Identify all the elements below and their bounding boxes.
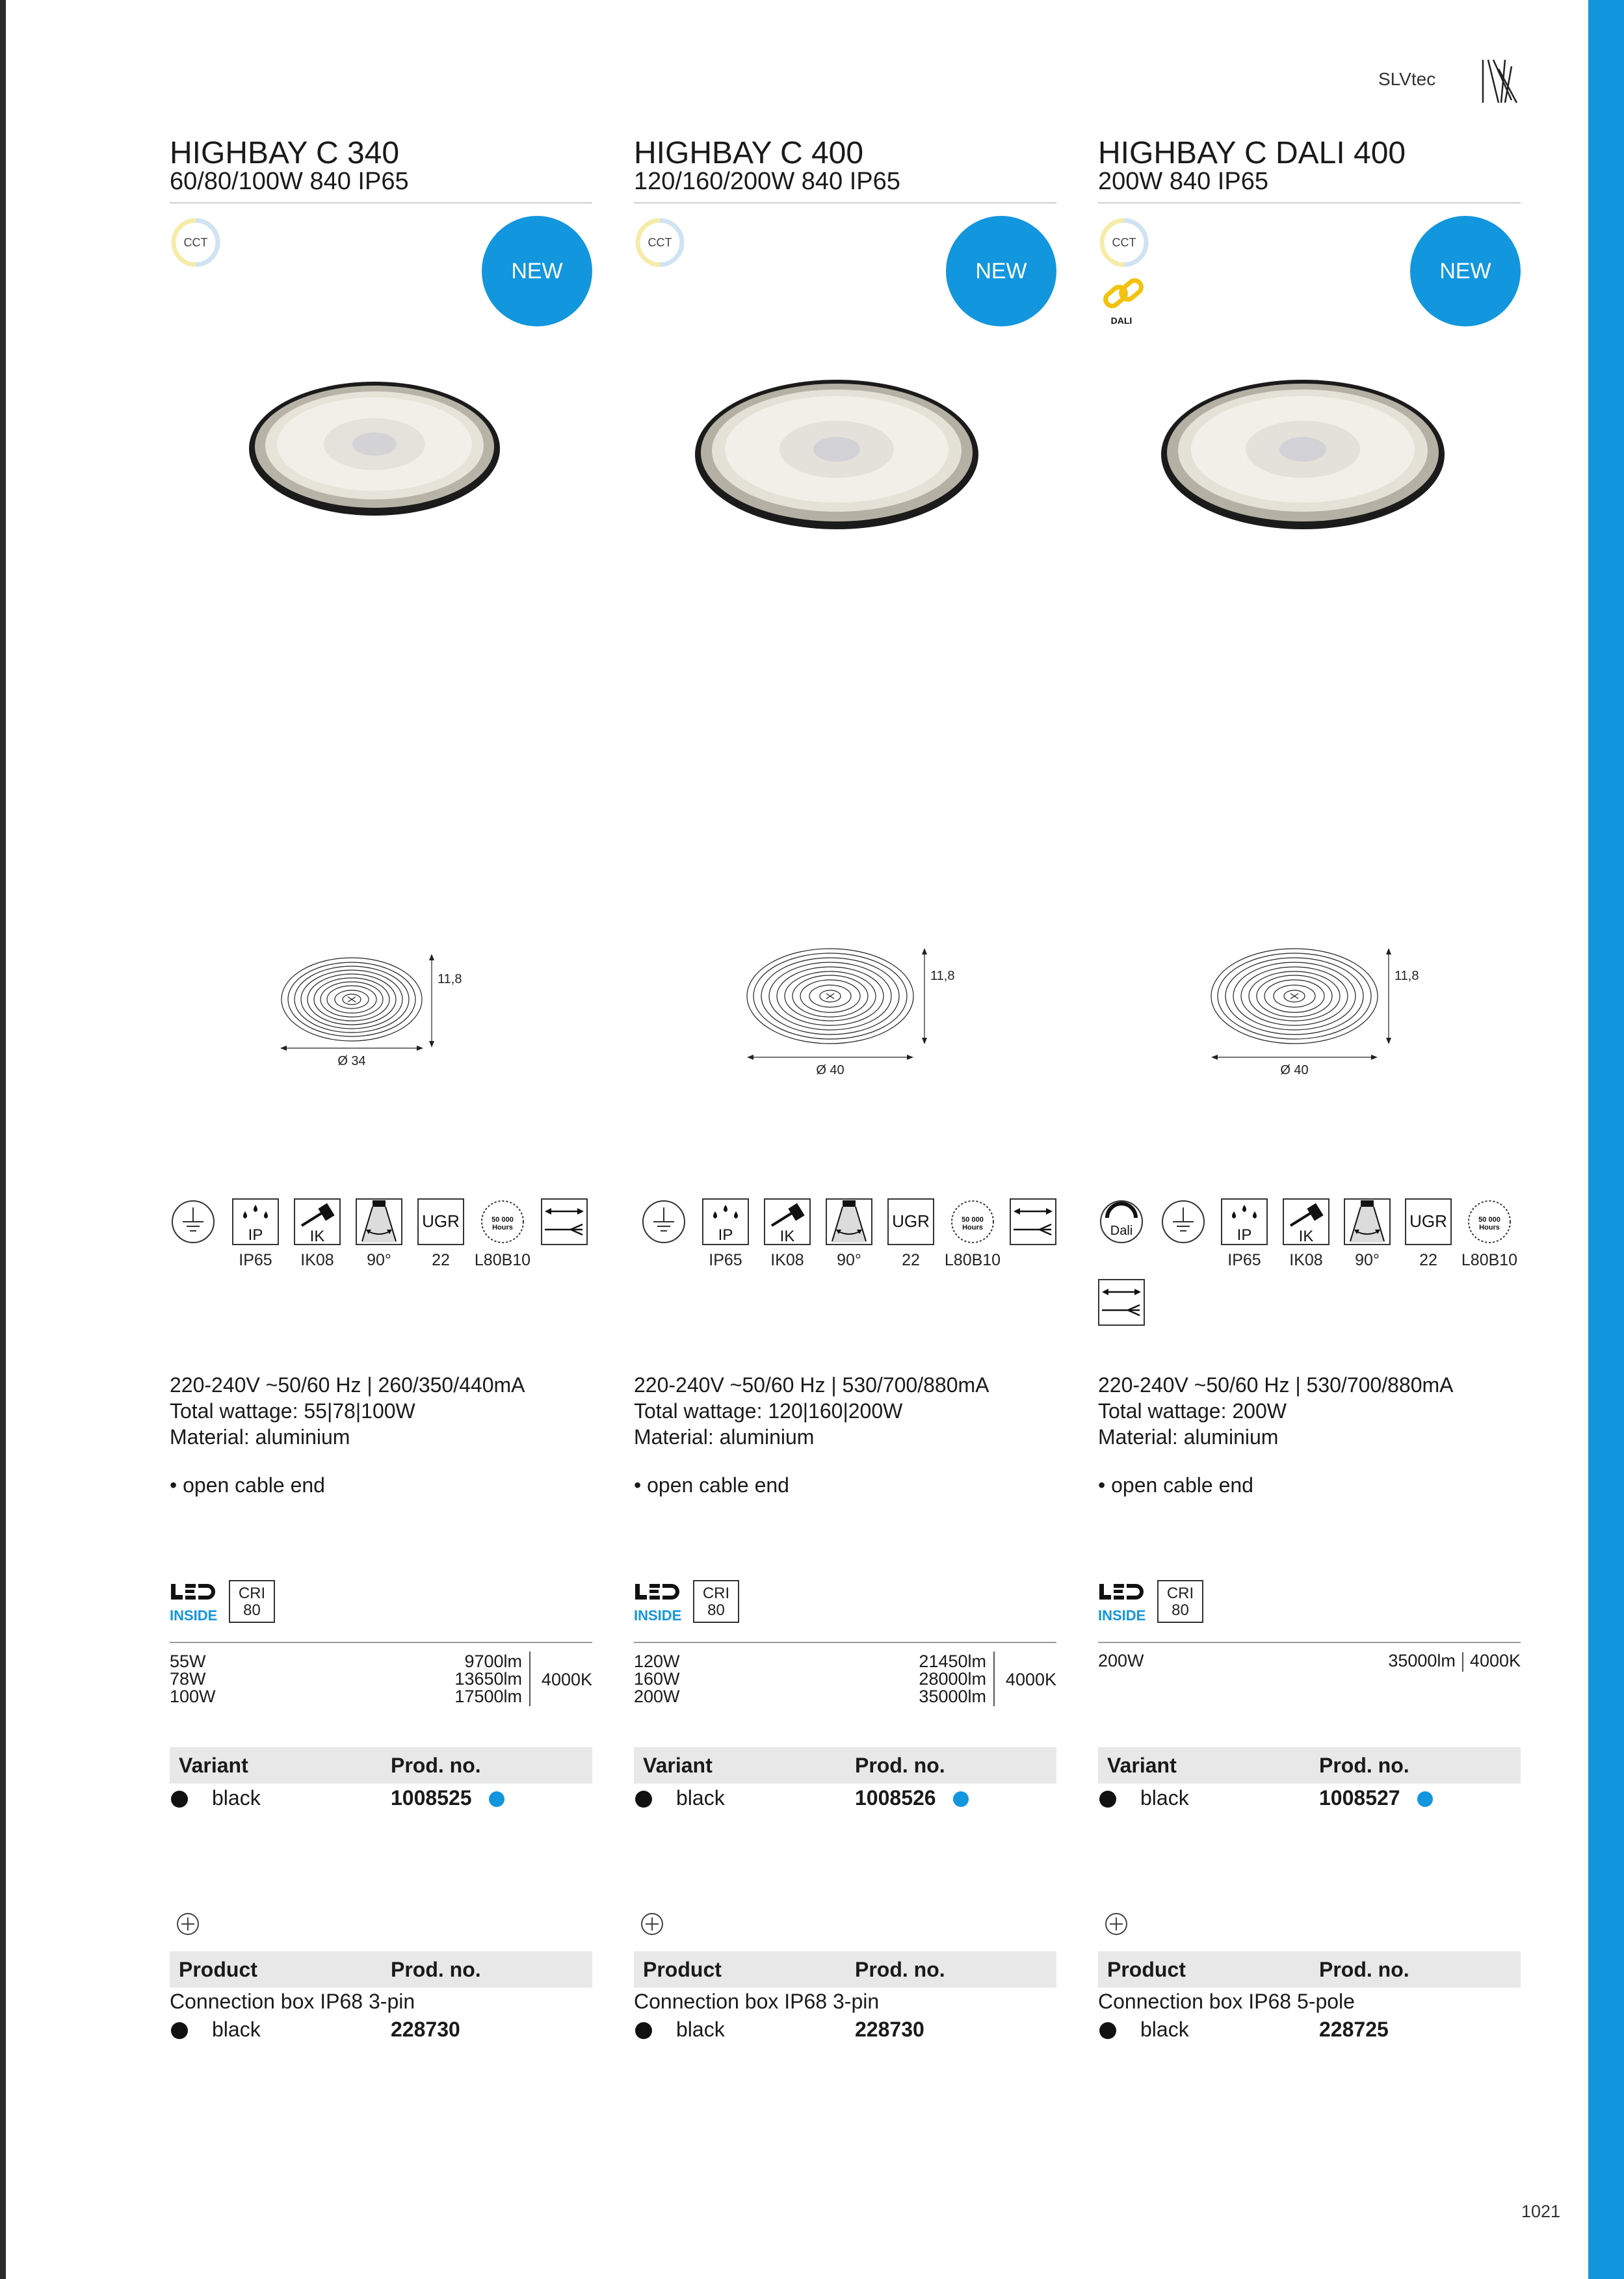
page-edge-shadow bbox=[0, 0, 6, 2279]
height-dimension: 11,8 bbox=[1395, 969, 1419, 983]
led-inside-label: INSIDE bbox=[170, 1607, 218, 1623]
svg-text:50 000: 50 000 bbox=[1478, 1216, 1500, 1224]
variant-name: black bbox=[1140, 1786, 1189, 1810]
ik-label: IK bbox=[1298, 1228, 1314, 1245]
product-subtitle: 200W 840 IP65 bbox=[1098, 168, 1268, 195]
diameter-dimension: Ø 34 bbox=[337, 1054, 366, 1068]
product-subtitle: 60/80/100W 840 IP65 bbox=[170, 168, 409, 195]
accessory-plus-icon bbox=[1105, 1912, 1128, 1936]
black-color-swatch bbox=[171, 2022, 188, 2039]
variant-row bbox=[1098, 1786, 1521, 1812]
cct-label: CCT bbox=[1112, 236, 1136, 249]
performance-lumen: 28000lm bbox=[919, 1669, 986, 1689]
dali-dimming-icon bbox=[1098, 1198, 1145, 1245]
ik-label: IK bbox=[309, 1228, 325, 1245]
variant-name: black bbox=[676, 1786, 725, 1810]
performance-lumen: 9700lm bbox=[464, 1652, 522, 1671]
column-header-product: Product bbox=[1107, 1958, 1186, 1981]
cct-icon bbox=[634, 217, 686, 269]
ip-label: IP bbox=[248, 1226, 263, 1244]
performance-values bbox=[1388, 1651, 1521, 1672]
cri-value: 80 bbox=[707, 1601, 725, 1619]
accessory-row bbox=[634, 2018, 1056, 2044]
divider bbox=[1098, 202, 1521, 204]
accessory-table-header bbox=[170, 1951, 592, 1988]
variant-name: black bbox=[212, 1786, 261, 1810]
ugr-caption: 22 bbox=[432, 1251, 450, 1269]
earth-ground-icon bbox=[170, 1198, 216, 1245]
ik-label: IK bbox=[779, 1228, 795, 1245]
brand-name: SLVtec bbox=[1378, 69, 1436, 89]
cct-icon bbox=[1098, 217, 1150, 269]
led-inside-logo bbox=[1098, 1583, 1147, 1623]
product-title: HIGHBAY C 400 bbox=[634, 136, 864, 170]
performance-wattage: 100W bbox=[170, 1687, 216, 1706]
product-title: HIGHBAY C DALI 400 bbox=[1098, 136, 1406, 170]
beam-angle-icon bbox=[1344, 1198, 1391, 1245]
variant-row bbox=[170, 1786, 592, 1812]
new-badge: NEW bbox=[946, 216, 1056, 326]
product-number: 1008526 bbox=[855, 1786, 936, 1810]
black-color-swatch bbox=[171, 1791, 188, 1808]
svg-text:50 000: 50 000 bbox=[962, 1216, 984, 1224]
cri-value: 80 bbox=[243, 1601, 261, 1619]
ik-caption: IK08 bbox=[300, 1251, 334, 1269]
ip-rating-icon bbox=[1221, 1198, 1268, 1245]
black-color-swatch bbox=[1099, 2022, 1116, 2039]
diameter-dimension: Ø 40 bbox=[1280, 1063, 1309, 1077]
column-header-variant: Variant bbox=[643, 1754, 713, 1777]
svg-text:Hours: Hours bbox=[962, 1224, 983, 1232]
new-product-dot-icon bbox=[1417, 1791, 1433, 1807]
open-cable-icon bbox=[541, 1198, 588, 1245]
height-dimension: 11,8 bbox=[438, 972, 462, 986]
product-photo bbox=[694, 378, 980, 531]
spec-material: Material: aluminium bbox=[170, 1425, 350, 1449]
divider bbox=[634, 202, 1056, 204]
ik-rating-icon bbox=[294, 1198, 341, 1245]
cri-label: CRI bbox=[238, 1585, 266, 1602]
lifetime-caption: L80B10 bbox=[474, 1251, 531, 1269]
cri-badge bbox=[229, 1580, 275, 1623]
svg-text:Hours: Hours bbox=[492, 1224, 513, 1232]
open-cable-icon bbox=[1010, 1198, 1056, 1245]
accessory-name: Connection box IP68 3-pin bbox=[634, 1990, 880, 2013]
black-color-swatch bbox=[635, 1791, 652, 1808]
variant-name: black bbox=[1140, 2018, 1189, 2041]
ik-caption: IK08 bbox=[1289, 1251, 1323, 1269]
performance-wattage: 160W bbox=[634, 1669, 680, 1689]
accessory-plus-icon bbox=[640, 1912, 664, 1936]
dali-label: DALI bbox=[1110, 315, 1133, 326]
accessory-name: Connection box IP68 5-pole bbox=[1098, 1990, 1355, 2013]
divider bbox=[1098, 1642, 1521, 1643]
variant-row bbox=[634, 1786, 1056, 1812]
ugr-icon bbox=[1405, 1198, 1452, 1245]
product-column-highbay-c-340 bbox=[170, 0, 592, 2279]
cri-badge bbox=[693, 1580, 739, 1623]
variant-name: black bbox=[212, 2018, 261, 2041]
performance-lumen: 13650lm bbox=[454, 1669, 522, 1689]
product-subtitle: 120/160/200W 840 IP65 bbox=[634, 168, 900, 195]
accessory-row bbox=[170, 2018, 592, 2044]
ugr-label: UGR bbox=[422, 1211, 460, 1231]
column-header-variant: Variant bbox=[1107, 1754, 1177, 1777]
product-number: 228730 bbox=[855, 2018, 924, 2041]
black-color-swatch bbox=[1099, 1791, 1116, 1808]
led-inside-logo bbox=[634, 1583, 683, 1623]
column-header-prod-no: Prod. no. bbox=[855, 1754, 945, 1777]
performance-wattage: 78W bbox=[170, 1669, 206, 1689]
spec-wattage: Total wattage: 200W bbox=[1098, 1399, 1287, 1423]
ip-label: IP bbox=[1237, 1226, 1252, 1244]
height-dimension: 11,8 bbox=[930, 969, 955, 983]
beam-angle-caption: 90° bbox=[367, 1251, 391, 1269]
accessory-row bbox=[1098, 2018, 1521, 2044]
diameter-dimension: Ø 40 bbox=[816, 1063, 845, 1077]
color-temperature: 4000K bbox=[1469, 1651, 1521, 1670]
svg-text:50 000: 50 000 bbox=[491, 1216, 514, 1224]
spec-electrical: 220-240V ~50/60 Hz | 530/700/880mA bbox=[634, 1373, 989, 1397]
open-cable-icon bbox=[1098, 1279, 1145, 1326]
column-header-prod-no: Prod. no. bbox=[391, 1754, 481, 1777]
accessory-table-header bbox=[634, 1951, 1056, 1988]
column-header-prod-no: Prod. no. bbox=[1319, 1958, 1409, 1981]
cri-label: CRI bbox=[1166, 1585, 1194, 1602]
ugr-icon bbox=[417, 1198, 464, 1245]
spec-wattage: Total wattage: 55|78|100W bbox=[170, 1399, 415, 1423]
divider bbox=[170, 1642, 592, 1643]
beam-angle-icon bbox=[356, 1198, 402, 1245]
column-header-product: Product bbox=[643, 1958, 722, 1981]
ik-caption: IK08 bbox=[770, 1251, 804, 1269]
ip-caption: IP65 bbox=[1227, 1251, 1261, 1269]
new-badge: NEW bbox=[482, 216, 592, 326]
ugr-icon bbox=[887, 1198, 934, 1245]
product-number: 1008525 bbox=[391, 1786, 472, 1810]
performance-wattage: 200W bbox=[1098, 1651, 1144, 1670]
column-header-variant: Variant bbox=[179, 1754, 248, 1777]
variant-name: black bbox=[676, 2018, 725, 2041]
feature-bullet: • open cable end bbox=[634, 1473, 789, 1497]
lifetime-icon bbox=[1466, 1198, 1513, 1245]
cct-icon bbox=[170, 217, 222, 269]
black-color-swatch bbox=[635, 2022, 652, 2039]
column-header-prod-no: Prod. no. bbox=[1319, 1754, 1409, 1777]
led-inside-logo bbox=[170, 1583, 219, 1623]
column-header-prod-no: Prod. no. bbox=[391, 1958, 481, 1981]
dali-dimming-label: Dali bbox=[1110, 1224, 1133, 1238]
earth-ground-icon bbox=[1160, 1198, 1207, 1245]
product-photo bbox=[1160, 378, 1446, 531]
lifetime-caption: L80B10 bbox=[1461, 1251, 1518, 1269]
divider bbox=[993, 1652, 995, 1706]
variant-table-header bbox=[170, 1747, 592, 1784]
performance-wattage: 200W bbox=[634, 1687, 680, 1706]
divider bbox=[170, 202, 592, 204]
spec-electrical: 220-240V ~50/60 Hz | 530/700/880mA bbox=[1098, 1373, 1454, 1397]
performance-lumen: 35000lm bbox=[1388, 1651, 1456, 1670]
cri-value: 80 bbox=[1172, 1601, 1189, 1619]
performance-lumen: 17500lm bbox=[454, 1687, 522, 1706]
color-temperature: 4000K bbox=[1005, 1670, 1056, 1689]
divider bbox=[634, 1642, 1056, 1643]
ip-caption: IP65 bbox=[239, 1251, 272, 1269]
ip-caption: IP65 bbox=[709, 1251, 742, 1269]
ik-rating-icon bbox=[1283, 1198, 1329, 1245]
lifetime-icon bbox=[479, 1198, 526, 1245]
product-column-highbay-c-400 bbox=[634, 0, 1056, 2279]
variant-table-header bbox=[634, 1747, 1056, 1784]
dali-link-icon bbox=[1098, 273, 1151, 326]
ip-rating-icon bbox=[702, 1198, 749, 1245]
new-badge: NEW bbox=[1410, 216, 1521, 326]
technical-spec bbox=[634, 1372, 989, 1450]
lifetime-icon bbox=[949, 1198, 996, 1245]
performance-wattage: 55W bbox=[170, 1652, 206, 1671]
ugr-caption: 22 bbox=[1419, 1251, 1437, 1269]
led-inside-label: INSIDE bbox=[1098, 1607, 1146, 1623]
accessory-table-header bbox=[1098, 1951, 1521, 1988]
product-title: HIGHBAY C 340 bbox=[170, 136, 400, 170]
product-number: 228730 bbox=[391, 2018, 460, 2041]
earth-ground-icon bbox=[640, 1198, 687, 1245]
beam-angle-caption: 90° bbox=[837, 1251, 861, 1269]
ugr-label: UGR bbox=[1409, 1211, 1447, 1231]
dimension-drawing bbox=[280, 946, 495, 1076]
feature-bullet: • open cable end bbox=[170, 1473, 325, 1497]
ip-rating-icon bbox=[232, 1198, 279, 1245]
svg-text:Hours: Hours bbox=[1479, 1224, 1500, 1232]
dimension-drawing bbox=[1209, 943, 1449, 1086]
divider bbox=[1462, 1652, 1463, 1672]
led-inside-label: INSIDE bbox=[634, 1607, 682, 1623]
beam-angle-caption: 90° bbox=[1355, 1251, 1380, 1269]
cct-label: CCT bbox=[183, 236, 208, 249]
performance-wattage: 120W bbox=[634, 1652, 680, 1671]
dimension-drawing bbox=[744, 943, 985, 1086]
accessory-plus-icon bbox=[176, 1912, 200, 1936]
ip-label: IP bbox=[718, 1226, 733, 1244]
new-product-dot-icon bbox=[953, 1791, 969, 1807]
cri-label: CRI bbox=[702, 1585, 730, 1602]
cct-label: CCT bbox=[648, 236, 672, 249]
new-product-dot-icon bbox=[489, 1791, 504, 1807]
color-temperature: 4000K bbox=[541, 1670, 592, 1689]
column-header-prod-no: Prod. no. bbox=[855, 1958, 945, 1981]
variant-table-header bbox=[1098, 1747, 1521, 1784]
cri-badge bbox=[1157, 1580, 1203, 1623]
accessory-name: Connection box IP68 3-pin bbox=[170, 1990, 415, 2013]
product-number: 1008527 bbox=[1319, 1786, 1400, 1810]
ik-rating-icon bbox=[764, 1198, 811, 1245]
feature-bullet: • open cable end bbox=[1098, 1473, 1253, 1497]
spec-material: Material: aluminium bbox=[634, 1425, 815, 1449]
spec-wattage: Total wattage: 120|160|200W bbox=[634, 1399, 903, 1423]
performance-lumen: 21450lm bbox=[919, 1652, 986, 1671]
product-column-highbay-c-dali-400 bbox=[1098, 0, 1521, 2279]
catalog-side-stripe bbox=[1588, 0, 1624, 2279]
product-photo bbox=[248, 380, 501, 517]
lifetime-caption: L80B10 bbox=[944, 1251, 1001, 1269]
performance-lumen: 35000lm bbox=[919, 1687, 986, 1706]
spec-electrical: 220-240V ~50/60 Hz | 260/350/440mA bbox=[170, 1373, 525, 1397]
ugr-caption: 22 bbox=[902, 1251, 920, 1269]
spec-material: Material: aluminium bbox=[1098, 1425, 1279, 1449]
page-number: 1021 bbox=[1521, 2202, 1561, 2221]
ugr-label: UGR bbox=[892, 1211, 930, 1231]
beam-angle-icon bbox=[826, 1198, 872, 1245]
divider bbox=[529, 1652, 530, 1706]
column-header-product: Product bbox=[179, 1958, 257, 1981]
product-number: 228725 bbox=[1319, 2018, 1389, 2041]
technical-spec bbox=[1098, 1372, 1453, 1450]
technical-spec bbox=[170, 1372, 525, 1450]
